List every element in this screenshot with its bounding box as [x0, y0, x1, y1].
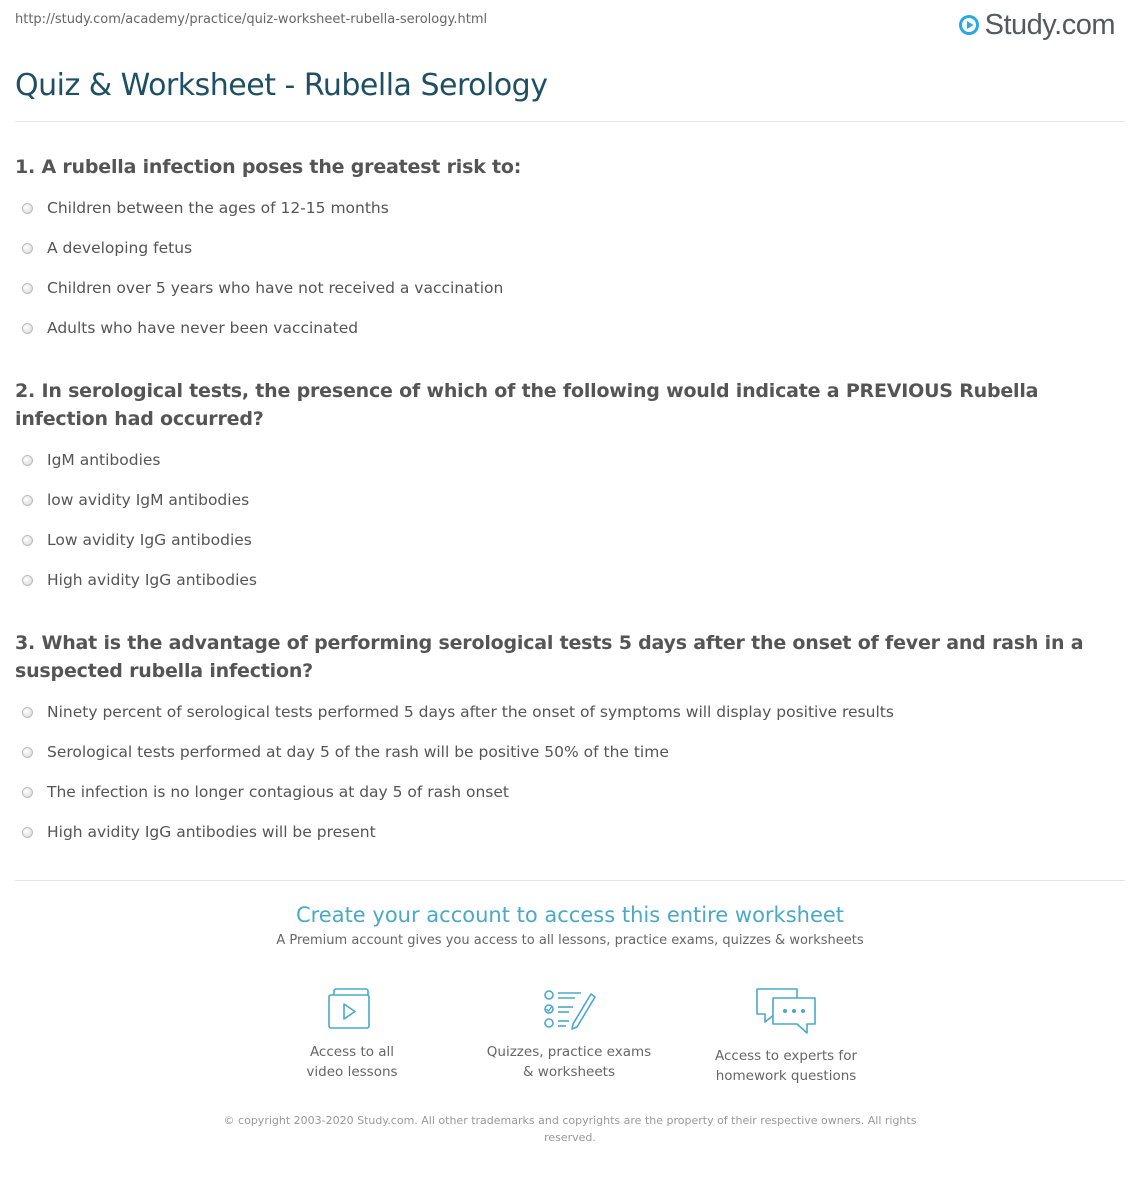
- answer-option-label: The infection is no longer contagious at day 5 of rash onset: [47, 783, 509, 801]
- radio-button-icon[interactable]: [22, 575, 33, 586]
- page-url[interactable]: http://study.com/academy/practice/quiz-worksheet-rubella-serology.html: [15, 12, 488, 27]
- question-text: 1. A rubella infection poses the greatest risk to:: [15, 156, 522, 178]
- answer-option[interactable]: [22, 237, 192, 259]
- radio-button-icon[interactable]: [22, 283, 33, 294]
- study-logo[interactable]: [958, 10, 1115, 40]
- radio-button-icon[interactable]: [22, 203, 33, 214]
- answer-option-label: Children over 5 years who have not received a vaccination: [47, 279, 504, 297]
- answer-option[interactable]: [22, 701, 894, 723]
- top-bar: [15, 8, 1125, 42]
- answer-option-label: Low avidity IgG antibodies: [47, 531, 252, 549]
- answer-option-label: Ninety percent of serological tests performed 5 days after the onset of symptoms will display positive results: [47, 703, 894, 721]
- answer-option-label: Serological tests performed at day 5 of the rash will be positive 50% of the time: [47, 743, 669, 761]
- answer-option[interactable]: [22, 317, 358, 339]
- radio-button-icon[interactable]: [22, 747, 33, 758]
- feature-label: Quizzes, practice exams & worksheets: [486, 1044, 652, 1080]
- question-text: 2. In serological tests, the presence of which of the following would indicate a PREVIOUS Rubella infection had occurred?: [15, 380, 1039, 430]
- answer-option[interactable]: [22, 197, 389, 219]
- feature-quizzes: [479, 986, 659, 1082]
- radio-button-icon[interactable]: [22, 535, 33, 546]
- create-account-link[interactable]: Create your account to access this entire worksheet: [295, 903, 845, 927]
- answer-option[interactable]: [22, 277, 503, 299]
- radio-button-icon[interactable]: [22, 707, 33, 718]
- logo-text: Study.com: [984, 8, 1115, 41]
- logo-play-icon: [958, 14, 980, 36]
- answer-option[interactable]: [22, 569, 257, 591]
- answer-option-label: A developing fetus: [47, 239, 193, 257]
- feature-video-lessons: [262, 986, 442, 1082]
- cta-subtitle: A Premium account gives you access to all lessons, practice exams, quizzes & worksheets: [276, 933, 864, 948]
- answer-option[interactable]: [22, 449, 161, 471]
- answer-option-label: low avidity IgM antibodies: [47, 491, 250, 509]
- radio-button-icon[interactable]: [22, 243, 33, 254]
- radio-button-icon[interactable]: [22, 787, 33, 798]
- feature-label: Access to all video lessons: [306, 1044, 398, 1080]
- title-divider: [15, 121, 1125, 122]
- question-text: 3. What is the advantage of performing serological tests 5 days after the onset of fever and rash in a suspected rubella infection?: [15, 632, 1084, 682]
- answer-option[interactable]: [22, 529, 252, 551]
- answer-option-label: Adults who have never been vaccinated: [47, 319, 359, 337]
- answer-option-label: High avidity IgG antibodies: [47, 571, 257, 589]
- answer-option[interactable]: [22, 741, 669, 763]
- answer-option-label: Children between the ages of 12-15 months: [47, 199, 389, 217]
- answer-option[interactable]: [22, 489, 249, 511]
- chat-bubbles-icon: [753, 986, 819, 1038]
- radio-button-icon[interactable]: [22, 323, 33, 334]
- feature-experts: [696, 986, 876, 1086]
- feature-label: Access to experts for homework questions: [714, 1048, 857, 1084]
- radio-button-icon[interactable]: [22, 455, 33, 466]
- copyright-notice: © copyright 2003-2020 Study.com. All other trademarks and copyrights are the property of their respective owners. All rights reserved.: [223, 1114, 917, 1144]
- answer-option[interactable]: [22, 821, 376, 843]
- quiz-checklist-icon: [539, 986, 599, 1034]
- answer-option[interactable]: [22, 781, 509, 803]
- video-lesson-icon: [322, 986, 382, 1034]
- radio-button-icon[interactable]: [22, 495, 33, 506]
- radio-button-icon[interactable]: [22, 827, 33, 838]
- answer-option-label: High avidity IgG antibodies will be present: [47, 823, 376, 841]
- page-title: Quiz & Worksheet - Rubella Serology: [15, 68, 548, 103]
- cta-divider: [15, 880, 1125, 881]
- answer-option-label: IgM antibodies: [47, 451, 161, 469]
